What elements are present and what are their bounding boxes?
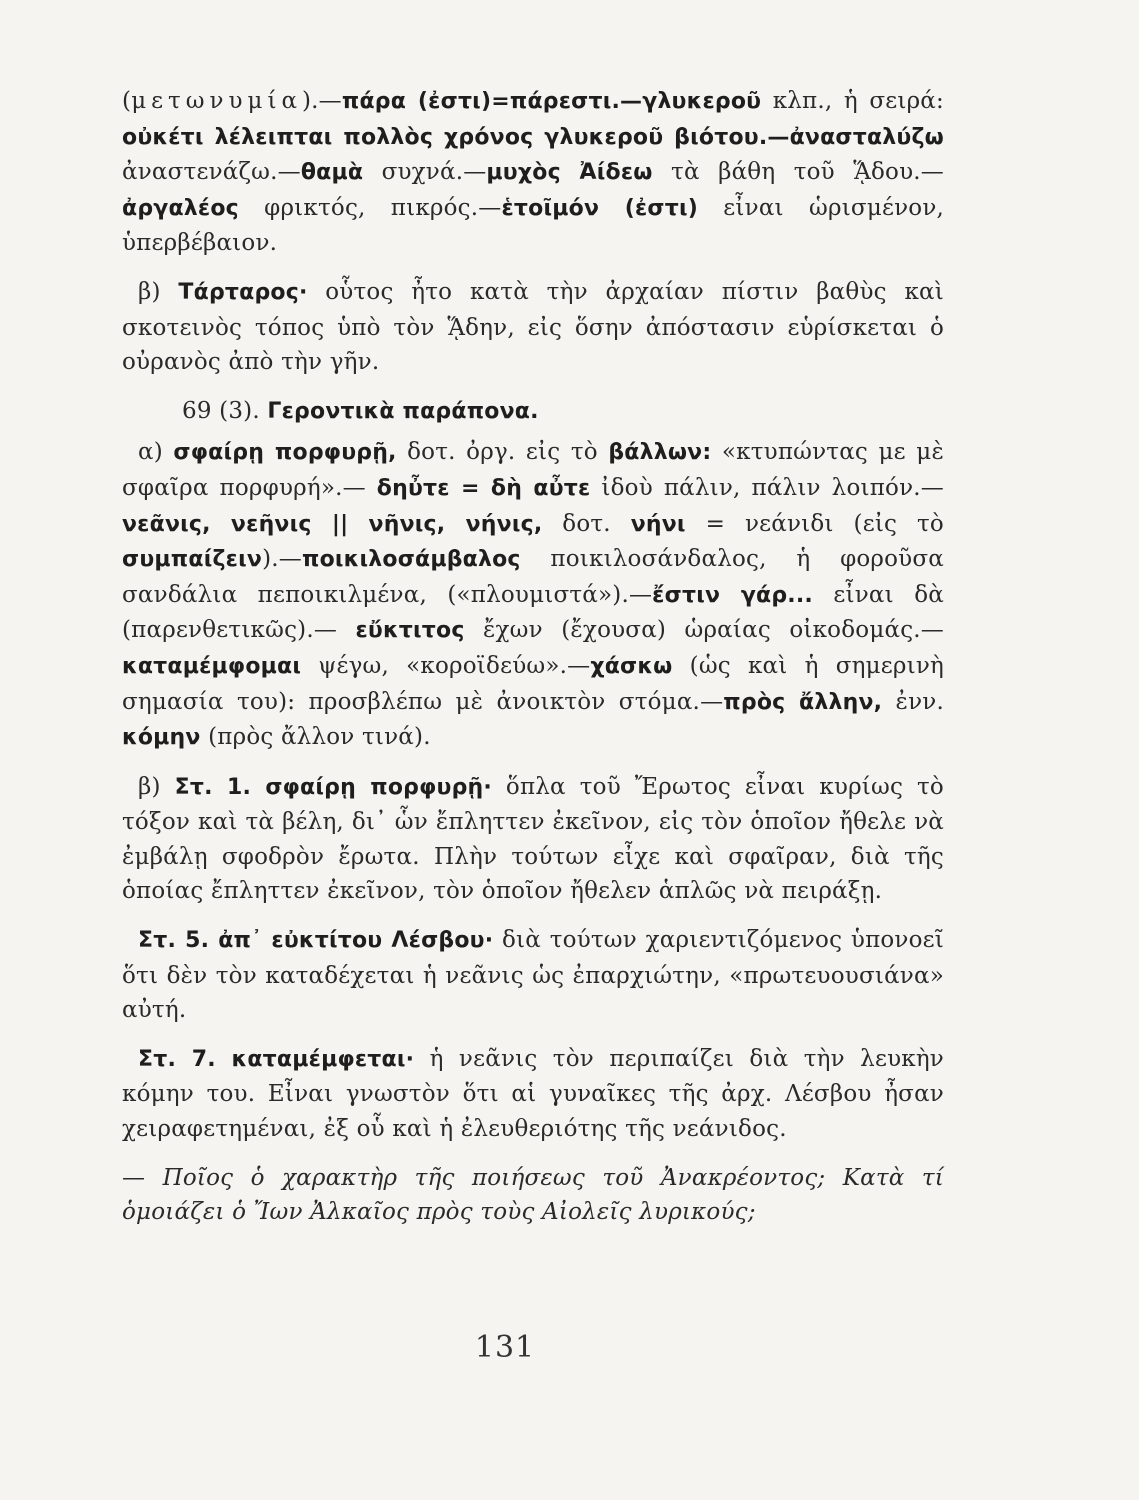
text-span: ἔχων (ἔχουσα) ὡραίας οἰκοδομάς.—	[464, 617, 944, 644]
text-span: β)	[138, 773, 175, 800]
text-span: β)	[138, 278, 179, 305]
text-span: ψέγω, «κοροϊδεύω».—	[301, 652, 591, 679]
text-span: εἶναι δὰ (παρενθετικῶς).—	[122, 581, 944, 644]
bold-term: σφαίρῃ πορφυρῇ,	[173, 440, 397, 466]
bold-term: χάσκω	[590, 653, 673, 679]
text-span: ).—	[302, 88, 342, 114]
section-title: Γεροντικὰ παράπονα.	[267, 398, 539, 424]
italic-question: — Ποῖος ὁ χαρακτὴρ τῆς ποιήσεως τοῦ Ἀνακρέοντος; Κατὰ τί ὁμοιάζει ὁ Ἴων Ἀλκαῖος πρὸς τοὺς Αἰολεῖς λυρικούς;	[122, 1164, 944, 1226]
paragraph-1	[122, 84, 944, 261]
bold-term: εὔκτιτος	[355, 618, 465, 644]
bold-term: Στ. 7. καταμέμφεται·	[138, 1046, 415, 1072]
text-span: εἶναι ὡρισμένον, ὑπερβέβαιον.	[122, 194, 945, 257]
text-span: «κτυπώντας με μὲ σφαῖρα πορφυρή».—	[122, 439, 944, 501]
text-span: δοτ. ὀργ. εἰς τὸ	[396, 439, 609, 466]
bold-term: ἀργαλέος	[122, 195, 239, 221]
bold-term: πρὸς ἄλλην,	[723, 689, 883, 715]
text-span: ἀναστενάζω.—	[122, 159, 301, 186]
page-number: 131	[474, 1330, 536, 1365]
text-span: κλπ., ἡ σειρά:	[761, 88, 944, 114]
text-span: διὰ τούτων χαριεντιζόμενος ὑπονοεῖ ὅτι δὲν τὸν καταδέχεται ἡ νεᾶνις ὡς ἐπαρχιώτην, «πρωτευουσιάνα» αὐτή.	[122, 927, 944, 1024]
text-span: (ὡς καὶ ἡ σημερινὴ σημασία του): προσβλέπω μὲ ἀνοικτὸν στόμα.—	[122, 652, 944, 715]
bold-term: Τάρταρος·	[178, 279, 308, 305]
paragraph-8-question	[122, 1161, 944, 1230]
paragraph-4	[122, 435, 944, 755]
bold-term: θαμὰ	[300, 160, 364, 186]
text-span: (πρὸς ἄλλον τινά).	[200, 724, 431, 751]
bold-term: κόμην	[122, 725, 201, 751]
bold-term: νεᾶνις, νεῆνις || νῆνις, νήνις,	[122, 511, 543, 537]
text-span: ).—	[262, 546, 302, 573]
text-span: φρικτός, πικρός.—	[238, 194, 502, 221]
text-span: οὗτος ἦτο κατὰ τὴν ἀρχαίαν πίστιν βαθὺς καὶ σκοτεινὸς τόπος ὑπὸ τὸν ᾍδην, εἰς ὅσην ἀπόστασιν εὑρίσκεται ὁ οὐρανὸς ἀπὸ τὴν γῆν.	[122, 278, 944, 376]
bold-term: ἔστιν γάρ...	[652, 582, 813, 608]
text-span: ἐνν.	[882, 688, 944, 715]
bold-term: βάλλων:	[608, 440, 712, 466]
text-span: ὅπλα τοῦ Ἔρωτος εἶναι κυρίως τὸ τόξον καὶ τὰ βέλη, δι᾽ ὧν ἔπληττεν ἐκεῖνον, εἰς τὸν ὁποῖον ἤθελε νὰ ἐμβάλῃ σφοδρὸν ἔρωτα. Πλὴν τούτων εἶχε καὶ σφαῖραν, διὰ τῆς ὁποίας ἔπληττεν ἐκεῖνον, τὸν ὁποῖον ἤθελεν ἁπλῶς νὰ πειράξῃ.	[122, 773, 944, 905]
bold-term: ποικιλοσάμβαλος	[301, 547, 521, 573]
text-span: συχνά.—	[363, 159, 487, 186]
text-span: δοτ.	[542, 510, 631, 537]
bold-term: οὐκέτι λέλειπται πολλὸς χρόνος γλυκεροῦ βιότου.—ἀνασταλύζω	[122, 124, 944, 150]
bold-term: ἑτοῖμόν (ἐστι)	[501, 195, 699, 221]
spaced-term: μετωνυμία	[131, 88, 302, 114]
text-span: α)	[138, 439, 174, 466]
bold-term: μυχὸς Ἀίδεω	[486, 160, 653, 186]
text-span: ποικιλοσάνδαλος, ἡ φοροῦσα σανδάλια πεποικιλμένα, («πλουμιστά»).—	[122, 546, 944, 608]
text-span: τὰ βάθη τοῦ ᾍδου.—	[652, 159, 944, 186]
bold-term: καταμέμφομαι	[122, 653, 302, 679]
text-span: (	[122, 88, 132, 114]
paragraph-6	[122, 923, 944, 1028]
bold-term: Στ. 5. ἀπ᾽ εὐκτίτου Λέσβου·	[138, 928, 494, 954]
text-block	[122, 84, 944, 1230]
text-span: ἡ νεᾶνις τὸν περιπαίζει διὰ τὴν λευκὴν κόμην του. Εἶναι γνωστὸν ὅτι αἱ γυναῖκες τῆς ἀρχ. Λέσβου ἦσαν χειραφετημέναι, ἐξ οὗ καὶ ἡ ἐλευθεριότης τῆς νεάνιδος.	[122, 1045, 944, 1143]
bold-term: συμπαίζειν	[122, 547, 263, 573]
bold-term: δηὖτε = δὴ αὖτε	[376, 475, 591, 501]
text-span: ἰδοὺ πάλιν, πάλιν λοιπόν.—	[590, 474, 944, 501]
paragraph-7	[122, 1042, 944, 1147]
section-heading	[122, 394, 944, 430]
section-number: 69 (3).	[182, 397, 268, 424]
bold-term: Στ. 1. σφαίρῃ πορφυρῇ·	[174, 774, 492, 800]
paragraph-5	[122, 770, 944, 909]
text-span: = νεάνιδι (εἰς τὸ	[685, 510, 944, 537]
paragraph-2	[122, 275, 944, 380]
bold-term: πάρα (ἐστι)=πάρεστι.—γλυκεροῦ	[341, 89, 762, 114]
bold-term: νήνι	[630, 511, 686, 537]
